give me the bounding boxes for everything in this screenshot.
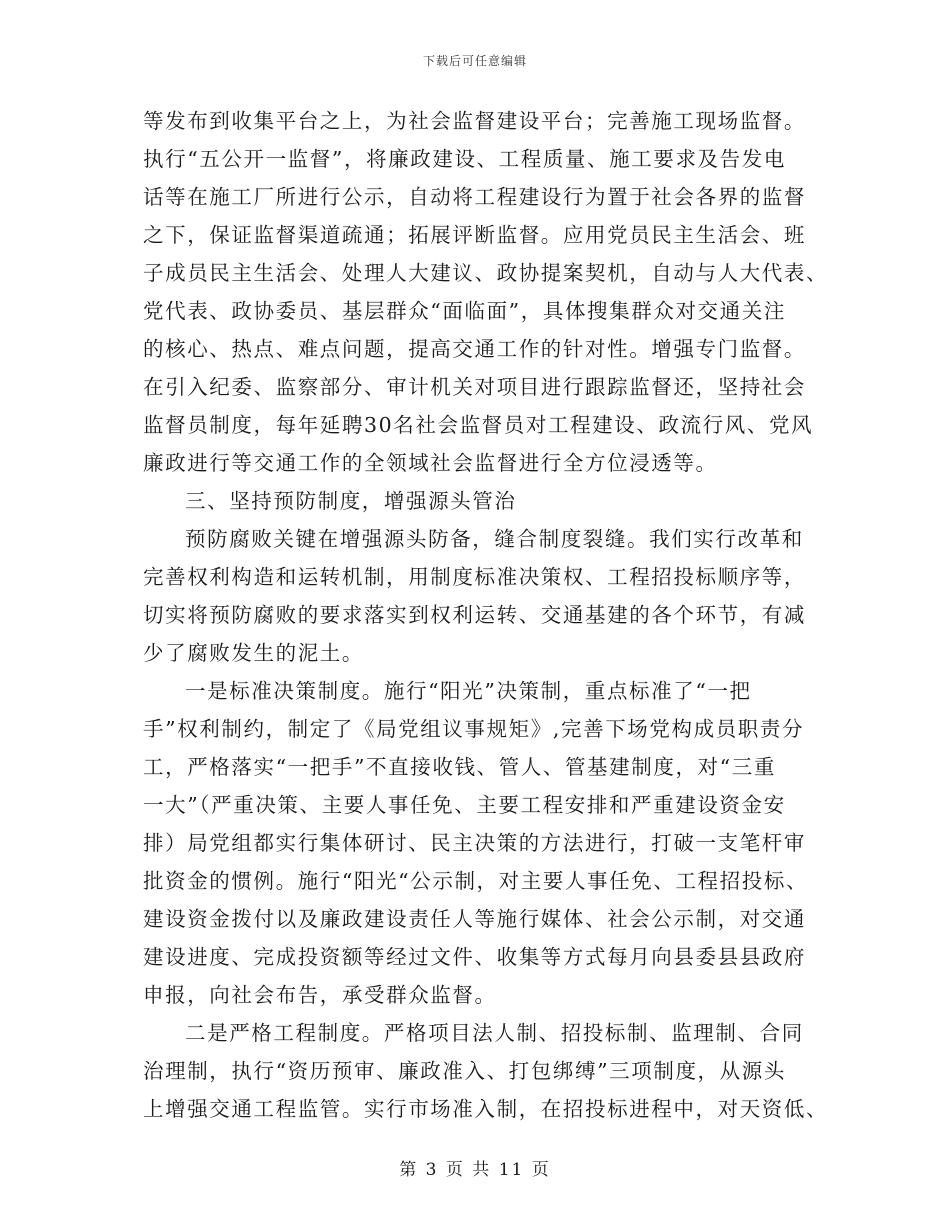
text-line: 监督员制度，每年延聘30名社会监督员对工程建设、政流行风、党风 (143, 413, 814, 437)
text-line: 一是标准决策制度。施行“阳光”决策制，重点标准了“一把 (185, 679, 752, 703)
text-line: 子成员民主生活会、处理人大建议、政协提案契机，自动与人大代表、 (143, 261, 829, 285)
text-line: 等发布到收集平台之上，为社会监督建设平台；完善施工现场监督。 (143, 109, 806, 133)
text-line: 少了腐败发生的泥土。 (143, 641, 364, 665)
text-line: 治理制，执行“资历预审、廉政准入、打包绑缚”三项制度，从源头 (143, 1059, 786, 1083)
text-line: 一大”（严重决策、主要人事任免、主要工程安排和严重建设资金安 (143, 793, 786, 817)
text-line: 完善权利构造和运转机制，用制度标准决策权、工程招投标顺序等， (143, 565, 806, 589)
text-line: 批资金的惯例。施行“阳光“公示制，对主要人事任免、工程招投标、 (143, 869, 809, 893)
text-line: 排）局党组都实行集体研讨、民主决策的方法进行，打破一支笔杆审 (143, 831, 806, 855)
document-body (143, 102, 829, 1128)
page-header-note: 下载后可任意编辑 (422, 54, 527, 68)
text-line: 建设进度、完成投资额等经过文件、收集等方式每月向县委县县政府 (143, 945, 806, 969)
text-line: 上增强交通工程监管。实行市场准入制，在招投标进程中，对天资低、 (143, 1097, 829, 1121)
text-line: 党代表、政协委员、基层群众“面临面”，具体搜集群众对交通关注 (143, 299, 786, 323)
text-line: 之下，保证监督渠道疏通；拓展评断监督。应用党员民主生活会、班 (143, 223, 806, 247)
text-line: 廉政进行等交通工作的全领域社会监督进行全方位浸透等。 (143, 451, 718, 475)
text-line: 二是严格工程制度。严格项目法人制、招投标制、监理制、合同 (185, 1021, 804, 1045)
text-line: 工，严格落实“一把手”不直接收钱、管人、管基建制度，对“三重 (143, 755, 776, 779)
page-number-footer: 第 3 页 共 11 页 (399, 1160, 551, 1180)
text-line: 切实将预防腐败的要求落实到权利运转、交通基建的各个环节，有减 (143, 603, 806, 627)
text-line: 的核心、热点、难点问题，提高交通工作的针对性。增强专门监督。 (143, 337, 806, 361)
text-line: 预防腐败关键在增强源头防备，缝合制度裂缝。我们实行改革和 (185, 527, 804, 551)
text-line: 三、坚持预防制度，增强源头管治 (185, 489, 517, 513)
text-line: 执行“五公开一监督”，将廉政建设、工程质量、施工要求及告发电 (143, 147, 786, 171)
text-line: 申报，向社会布告，承受群众监督。 (143, 983, 497, 1007)
text-line: 在引入纪委、监察部分、审计机关对项目进行跟踪监督还，坚持社会 (143, 375, 806, 399)
text-line: 建设资金拨付以及廉政建设责任人等施行媒体、社会公示制，对交通 (143, 907, 806, 931)
text-line: 手”权利制约，制定了《局党组议事规矩》,完善下场党构成员职责分 (143, 717, 805, 741)
text-line: 话等在施工厂所进行公示，自动将工程建设行为置于社会各界的监督 (143, 185, 806, 209)
